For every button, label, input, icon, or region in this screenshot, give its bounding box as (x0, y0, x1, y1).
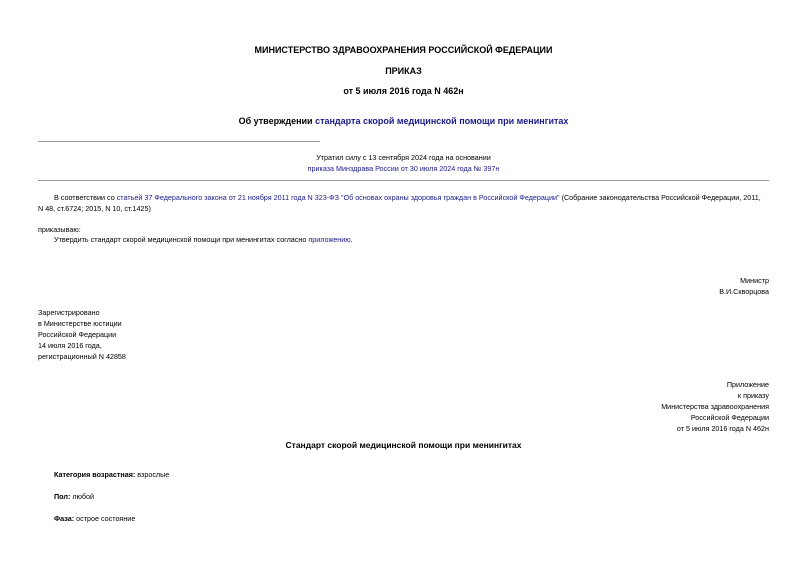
p1-suffix: (Собрание законодательства Российской Федерации, 2011, (559, 193, 761, 202)
body-paragraph-1 (54, 192, 761, 203)
approve-paragraph (54, 234, 353, 245)
appendix-link[interactable]: приложению (308, 235, 351, 244)
phase-label: Фаза: (54, 514, 75, 523)
registration-block (38, 307, 126, 362)
ministry-heading: МИНИСТЕРСТВО ЗДРАВООХРАНЕНИЯ РОССИЙСКОЙ ФЕДЕРАЦИИ (254, 45, 553, 55)
appendix-line: Российской Федерации (690, 413, 769, 422)
order-date: от 5 июля 2016 года N 462н (343, 86, 464, 96)
title-prefix: Об утверждении (238, 116, 316, 126)
age-category (54, 469, 169, 480)
age-value: взрослые (135, 470, 170, 479)
registration-line: в Министерстве юстиции (38, 319, 122, 328)
long-divider (38, 180, 769, 181)
order-word: приказываю: (38, 225, 81, 234)
appendix-block (661, 379, 769, 434)
phase-category (54, 513, 135, 524)
appendix-line: к приказу (737, 391, 769, 400)
registration-line: Зарегистрировано (38, 308, 100, 317)
revoked-note-line2 (0, 163, 807, 174)
revoked-note: Утратил силу с 13 сентября 2024 года на основании (316, 153, 491, 162)
sex-label: Пол: (54, 492, 71, 501)
registration-line: регистрационный N 42858 (38, 352, 126, 361)
standard-title: Стандарт скорой медицинской помощи при менингитах (285, 440, 522, 450)
registration-line: 14 июля 2016 года, (38, 341, 102, 350)
sex-category (54, 491, 94, 502)
appendix-line: от 5 июля 2016 года N 462н (676, 424, 769, 433)
short-divider (38, 141, 320, 142)
title-standard-link[interactable]: стандарта скорой медицинской помощи при менингитах (315, 116, 569, 126)
age-label: Категория возрастная: (54, 470, 136, 479)
appendix-line: Министерства здравоохранения (661, 402, 769, 411)
phase-value: острое состояние (74, 514, 136, 523)
approve-prefix: Утвердить стандарт скорой медицинской помощи при менингитах согласно (54, 235, 309, 244)
signature-role: Министр (740, 276, 769, 285)
approve-suffix: . (350, 235, 353, 244)
p1-prefix: В соответствии со (54, 193, 117, 202)
document-title (0, 116, 807, 126)
signature-name: В.И.Скворцова (719, 287, 769, 296)
registration-line: Российской Федерации (38, 330, 117, 339)
sex-value: любой (70, 492, 95, 501)
appendix-line: Приложение (726, 380, 769, 389)
order-heading: ПРИКАЗ (385, 66, 422, 76)
body-paragraph-1-line2: N 48, ст.6724; 2015, N 10, ст.1425) (38, 204, 151, 213)
revoking-order-link[interactable]: приказа Минздрава России от 30 июля 2024 года № 397н (307, 164, 500, 173)
federal-law-link[interactable]: статьей 37 Федерального закона от 21 ноября 2011 года N 323-ФЗ "Об основах охраны здоровья граждан в Российской Федерации" (116, 193, 560, 202)
